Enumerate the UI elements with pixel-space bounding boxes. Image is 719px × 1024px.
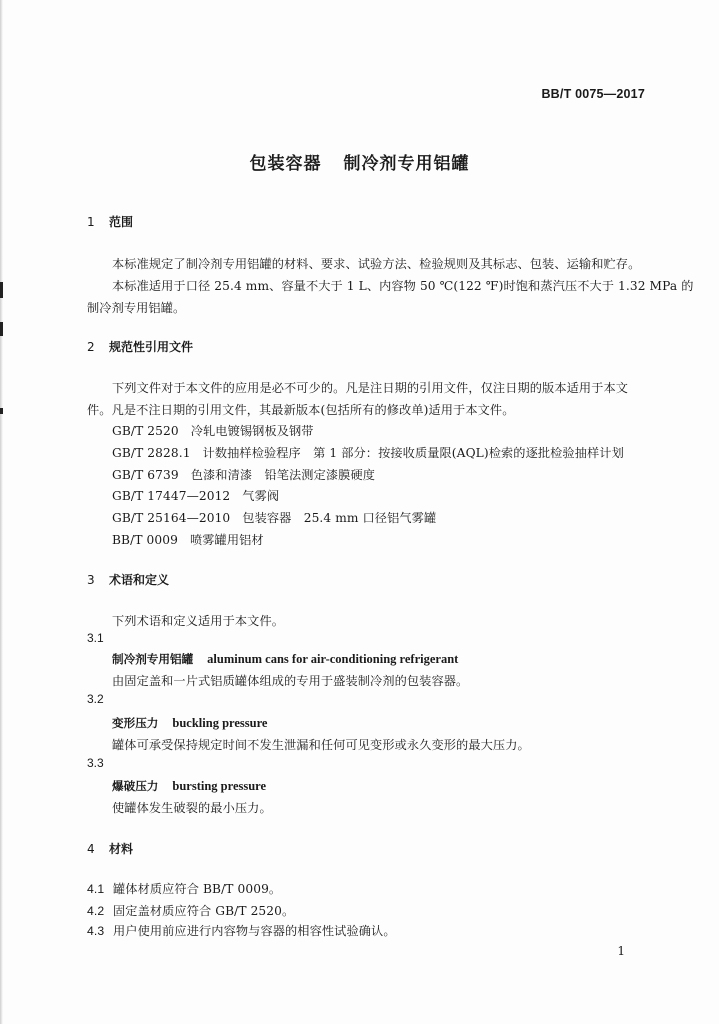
section-title: 材料 [109,842,134,856]
references-intro-line-1: 下列文件对于本文件的应用是必不可少的。凡是注日期的引用文件，仅注日期的版本适用于本文 [112,381,629,395]
scan-mark [0,408,3,414]
reference-title: 色漆和清漆 铅笔法测定漆膜硬度 [190,468,376,482]
scope-paragraph-1: 本标准规定了制冷剂专用铝罐的材料、要求、试验方法、检验规则及其标志、包装、运输和贮存。 [112,257,641,271]
term-definition: 罐体可承受保持规定时间不发生泄漏和任何可见变形或永久变形的最大压力。 [112,738,530,752]
title-part-1: 包装容器 [249,154,322,174]
item-text: 固定盖材质应符合 GB/T 2520。 [113,904,295,918]
item-number: 4.2 [87,904,105,918]
references-intro-line-2: 件。凡是不注日期的引用文件，其最新版本(包括所有的修改单)适用于本文件。 [87,403,515,417]
section-number: 1 [87,215,95,229]
reference-code: BB/T 0009 [112,533,178,547]
reference-title: 喷雾罐用铝材 [189,533,264,547]
reference-code: GB/T 25164—2010 [112,511,231,525]
term-definition: 由固定盖和一片式铝质罐体组成的专用于盛装制冷剂的包装容器。 [112,674,469,688]
reference-title: 冷轧电镀锡钢板及钢带 [190,424,314,438]
reference-item [112,422,314,439]
reference-item [112,531,264,548]
term-heading [112,778,266,794]
document-title [0,149,719,174]
reference-code: GB/T 2828.1 [112,446,191,460]
term-number: 3.2 [87,692,104,706]
scope-paragraph-2-line-2: 制冷剂专用铝罐。 [87,301,186,315]
scan-mark [0,322,3,336]
scan-mark [0,282,3,298]
term-en: bursting pressure [172,779,267,793]
terms-intro: 下列术语和定义适用于本文件。 [112,614,285,628]
section-1-heading [87,213,133,230]
item-number: 4.1 [87,882,105,896]
section-title: 术语和定义 [109,573,170,587]
scope-paragraph-2-line-1: 本标准适用于口径 25.4 mm、容量不大于 1 L、内容物 50 ℃(122 ℉)时饱和蒸汽压不大于 1.32 MPa 的 [112,279,694,293]
standard-code: BB/T 0075—2017 [541,87,645,101]
page-number: 1 [617,944,625,958]
reference-code: GB/T 2520 [112,424,179,438]
item-number: 4.3 [87,924,105,938]
term-zh: 爆破压力 [112,779,159,793]
term-heading [112,715,267,731]
reference-code: GB/T 17447—2012 [112,489,231,503]
item-text: 用户使用前应进行内容物与容器的相容性试验确认。 [113,924,396,938]
item-text: 罐体材质应符合 BB/T 0009。 [113,882,282,896]
reference-item [112,466,375,483]
term-definition: 使罐体发生破裂的最小压力。 [112,801,272,815]
reference-title: 包装容器 25.4 mm 口径铝气雾罐 [242,511,437,525]
section-4-heading [87,840,133,857]
section-title: 范围 [109,215,134,229]
section-2-heading [87,338,193,355]
term-en: buckling pressure [172,716,268,730]
material-item [87,880,281,897]
term-zh: 变形压力 [112,716,159,730]
section-title: 规范性引用文件 [109,340,194,354]
section-number: 3 [87,573,95,587]
section-number: 2 [87,340,95,354]
reference-code: GB/T 6739 [112,468,179,482]
reference-item [112,509,436,526]
reference-title: 计数抽样检验程序 第 1 部分：按接收质量限(AQL)检索的逐批检验抽样计划 [202,446,624,460]
term-en: aluminum cans for air-conditioning refrigerant [207,652,459,666]
term-number: 3.3 [87,756,104,770]
reference-item [112,444,624,461]
reference-title: 气雾阀 [242,489,280,503]
reference-item [112,487,279,504]
term-zh: 制冷剂专用铝罐 [112,652,194,666]
material-item [87,922,396,939]
material-item [87,902,294,919]
title-part-2: 制冷剂专用铝罐 [343,154,470,174]
term-heading [112,651,458,667]
section-3-heading [87,571,169,588]
section-number: 4 [87,842,95,856]
term-number: 3.1 [87,631,104,645]
